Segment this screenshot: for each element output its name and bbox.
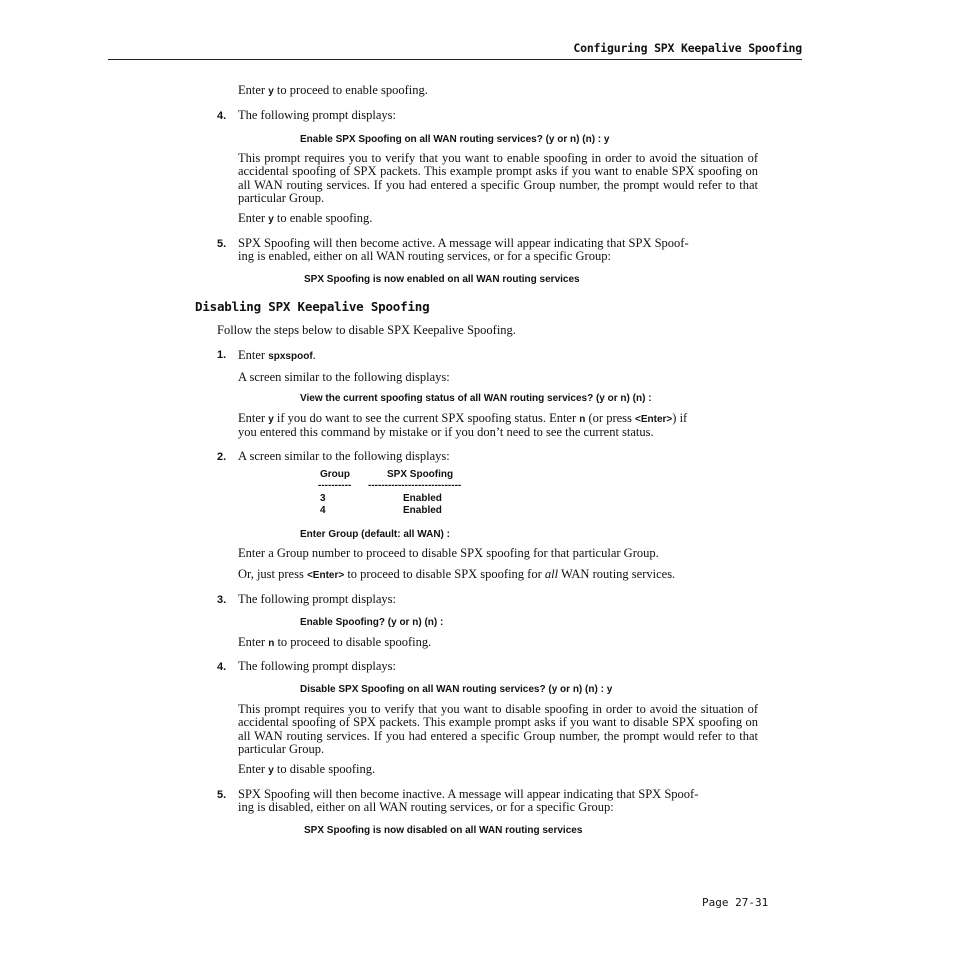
disable-intro: Follow the steps below to disable SPX Keepalive Spoofing.	[217, 323, 516, 337]
enter-spxspoof-line: Enter spxspoof.	[238, 348, 316, 362]
running-header: Configuring SPX Keepalive Spoofing	[573, 41, 802, 55]
enable-active-line-2: ing is enabled, either on all WAN routing services, or for a specific Group:	[238, 249, 611, 263]
message-enabled: SPX Spoofing is now enabled on all WAN routing services	[304, 274, 580, 285]
disable-verify-paragraph: This prompt requires you to verify that you want to disable spoofing in order to avoid the situation of accidental spoofing of SPX packets. This example prompt asks if you want to disable SPX spoofing on all WAN routing services. If you had entered a specific Group number, the prompt would refer to that particular Group.	[238, 702, 758, 756]
step-text: The following prompt displays:	[238, 659, 396, 673]
step-text: A screen similar to the following displays:	[238, 449, 450, 463]
message-disabled: SPX Spoofing is now disabled on all WAN routing services	[304, 825, 583, 836]
page-number: Page 27-31	[702, 896, 769, 909]
enable-active-line-1: SPX Spoofing will then become active. A message will appear indicating that SPX Spoof-	[238, 236, 689, 250]
disable-inactive-line-1: SPX Spoofing will then become inactive. A message will appear indicating that SPX Spoof-	[238, 787, 699, 801]
step-number: 4.	[217, 110, 227, 122]
step-number: 2.	[217, 451, 227, 463]
view-status-line-2: you entered this command by mistake or if you don’t need to see the current status.	[238, 425, 654, 439]
table-header-group: Group	[320, 469, 350, 480]
step-number: 3.	[217, 594, 227, 606]
step-text: The following prompt displays:	[238, 592, 396, 606]
header-rule	[108, 59, 802, 60]
table-cell-status: Enabled	[403, 493, 442, 504]
press-enter-line: Or, just press <Enter> to proceed to disable SPX spoofing for all WAN routing services.	[238, 567, 676, 581]
step-text: The following prompt displays:	[238, 108, 396, 122]
step-number: 4.	[217, 661, 227, 673]
enable-proceed-line: Enter y to proceed to enable spoofing.	[238, 83, 428, 97]
table-separator: ----------------------------	[368, 480, 462, 491]
step-number: 1.	[217, 349, 227, 361]
step-number: 5.	[217, 238, 227, 250]
table-cell-group: 3	[320, 493, 326, 504]
prompt-enable-spx: Enable SPX Spoofing on all WAN routing services? (y or n) (n) : y	[300, 134, 610, 145]
enter-n-line: Enter n to proceed to disable spoofing.	[238, 635, 432, 649]
disable-enter-y-line: Enter y to disable spoofing.	[238, 762, 376, 776]
table-cell-status: Enabled	[403, 505, 442, 516]
enable-verify-paragraph: This prompt requires you to verify that you want to enable spoofing in order to avoid the situation of accidental spoofing of SPX packets. This example prompt asks if you want to enable SPX spoofing on all WAN routing services. If you had entered a specific Group number, the prompt would refer to that particular Group.	[238, 151, 758, 205]
prompt-view-status: View the current spoofing status of all WAN routing services? (y or n) (n) :	[300, 393, 652, 404]
disable-inactive-line-2: ing is disabled, either on all WAN routing services, or for a specific Group:	[238, 800, 614, 814]
prompt-enable-spoofing: Enable Spoofing? (y or n) (n) :	[300, 617, 444, 628]
table-header-spx-spoofing: SPX Spoofing	[387, 469, 454, 480]
enter-group-number-line: Enter a Group number to proceed to disable SPX spoofing for that particular Group.	[238, 546, 659, 560]
step-number: 5.	[217, 789, 227, 801]
table-cell-group: 4	[320, 505, 326, 516]
section-heading: Disabling SPX Keepalive Spoofing	[195, 299, 430, 314]
enable-enter-y-line: Enter y to enable spoofing.	[238, 211, 373, 225]
prompt-enter-group: Enter Group (default: all WAN) :	[300, 529, 450, 540]
table-separator: ----------	[318, 480, 352, 491]
view-status-line-1: Enter y if you do want to see the current SPX spoofing status. Enter n (or press <Enter>) if	[238, 411, 688, 425]
screen-similar-line: A screen similar to the following displays:	[238, 370, 450, 384]
prompt-disable-spx: Disable SPX Spoofing on all WAN routing services? (y or n) (n) : y	[300, 684, 613, 695]
